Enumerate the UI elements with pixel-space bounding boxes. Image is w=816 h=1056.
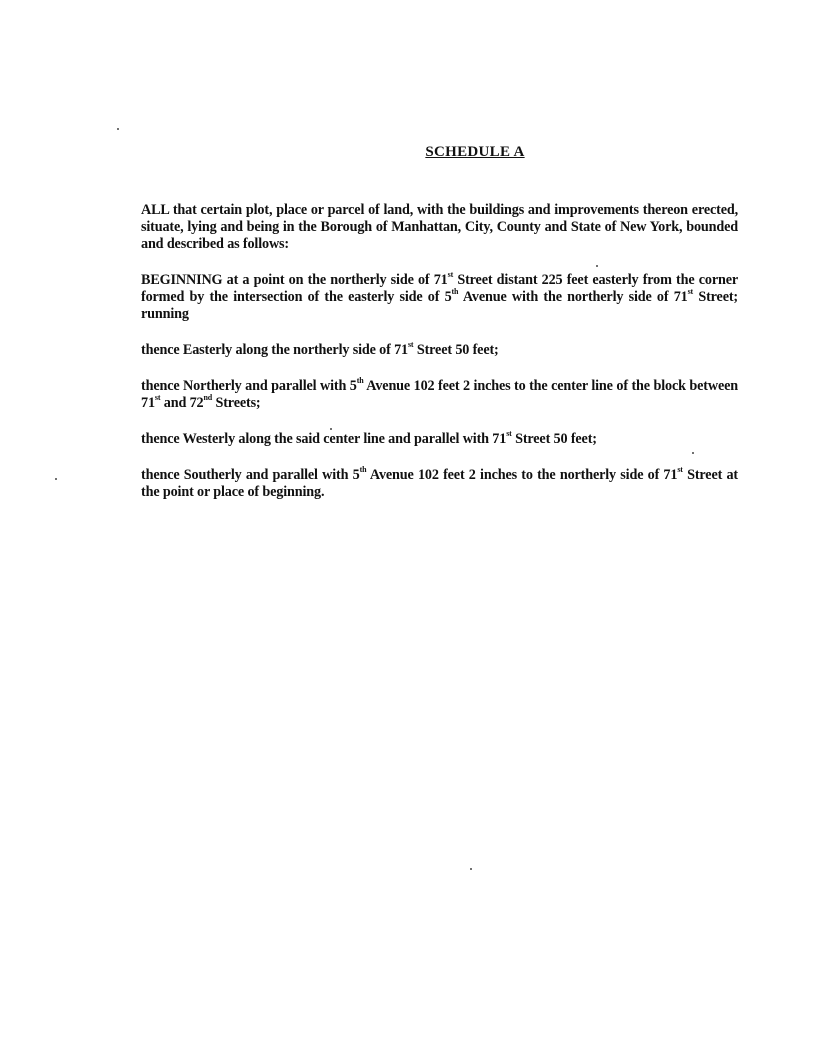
course-easterly-paragraph — [141, 342, 738, 359]
course-southerly-paragraph — [141, 467, 738, 501]
text-run: thence Northerly and parallel with 5 — [141, 378, 357, 394]
text-run: Avenue with the northerly side of 71 — [458, 289, 688, 305]
ordinal-suffix: st — [677, 465, 683, 475]
course-westerly-paragraph — [141, 431, 738, 448]
text-run: Street 50 feet; — [413, 342, 499, 358]
legal-description — [141, 202, 738, 501]
scan-speck — [117, 128, 119, 130]
schedule-heading: SCHEDULE A — [425, 144, 525, 160]
scan-speck — [330, 428, 332, 430]
ordinal-suffix: th — [451, 287, 459, 297]
text-run: Avenue 102 feet 2 inches to the northerly side of 71 — [366, 467, 678, 483]
text-run: Avenue 102 feet 2 inches to the center line of the block between 71 — [141, 378, 738, 411]
scan-speck — [692, 452, 694, 454]
text-run: Street; running — [141, 289, 739, 322]
ordinal-suffix: st — [447, 270, 454, 280]
ordinal-suffix: st — [506, 429, 512, 439]
ordinal-suffix: th — [359, 465, 367, 475]
scan-speck — [470, 868, 472, 870]
course-northerly-paragraph — [141, 378, 738, 412]
text-run: thence Easterly along the northerly side of 71 — [141, 342, 408, 358]
text-run: Street 50 feet; — [511, 431, 597, 447]
text-run: Street at the point or place of beginning. — [141, 467, 738, 500]
text-run: thence Westerly along the said center line and parallel with 71 — [141, 431, 507, 447]
text-run: BEGINNING at a point on the northerly side of 71 — [141, 272, 448, 288]
ordinal-suffix: nd — [203, 393, 213, 403]
ordinal-suffix: st — [154, 393, 161, 403]
text-run: and 72 — [160, 395, 204, 411]
text-run: Streets; — [212, 395, 261, 411]
text-run: thence Southerly and parallel with 5 — [141, 467, 360, 483]
ordinal-suffix: th — [356, 376, 364, 386]
ordinal-suffix: st — [687, 287, 694, 297]
beginning-paragraph — [141, 272, 738, 323]
scan-speck — [596, 265, 598, 267]
intro-paragraph: ALL that certain plot, place or parcel of land, with the buildings and improvements thereon erected, situate, lying and being in the Borough of Manhattan, City, County and State of New York, bounded and described as follows: — [141, 202, 738, 252]
scan-speck — [55, 478, 57, 480]
ordinal-suffix: st — [407, 340, 414, 350]
text-run: Street distant 225 feet easterly from the corner formed by the intersection of the easterly side of 5 — [141, 272, 738, 305]
